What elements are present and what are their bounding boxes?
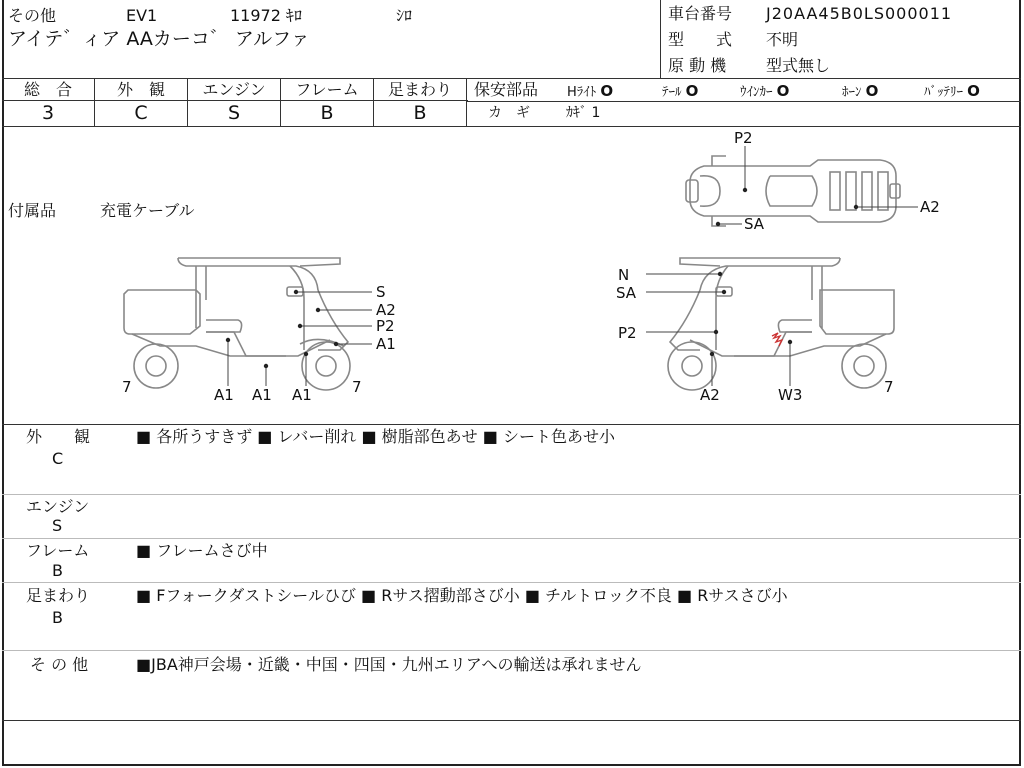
grade-divider — [466, 78, 467, 126]
notes-bottom-rule — [2, 720, 1021, 721]
key-value: ｶｷﾞ 1 — [566, 105, 601, 121]
grade-exterior-label: 外 観 — [116, 80, 165, 99]
note-other-text: ■JBA神戸会場・近畿・中国・四国・九州エリアへの輸送は承れません — [136, 655, 642, 674]
note-frame-text: ■ フレームさび中 — [136, 541, 268, 560]
grade-overall-label: 総 合 — [23, 80, 72, 99]
key-label: カ ギ — [488, 105, 530, 121]
mileage-text: 11972 ｷﾛ — [230, 6, 302, 25]
chassis-value: J20AA45B0LS000011 — [766, 4, 953, 23]
note-exterior-label: 外 観 — [26, 427, 91, 446]
grade-engine-value: S — [227, 102, 241, 124]
grade-suspension-label: 足まわり — [387, 80, 452, 99]
grade-suspension-value: B — [413, 102, 427, 124]
grade-engine-label: エンジン — [202, 80, 266, 99]
engine-value: 型式無し — [766, 56, 831, 75]
safety-label: 保安部品 — [474, 80, 539, 99]
grade-frame-value: B — [320, 102, 334, 124]
notes-rule — [2, 650, 1021, 651]
right-label-p2: P2 — [618, 324, 637, 342]
vehicle-name: アイテ゛ィア AAカーコ゛ アルファ — [8, 28, 310, 50]
grade-bottom-rule — [2, 126, 1021, 127]
note-engine-label: エンジン — [26, 497, 90, 516]
chassis-label: 車台番号 — [668, 4, 733, 23]
engine-label: 原 動 機 — [668, 56, 727, 75]
left-label-s: S — [376, 283, 386, 301]
right-label-n: N — [618, 266, 630, 284]
notes-top-rule — [2, 424, 1021, 425]
note-frame-label: フレーム — [26, 541, 90, 560]
color-text: ｼﾛ — [396, 6, 413, 25]
right-label-a2: A2 — [700, 386, 720, 404]
note-suspension-label: 足まわり — [26, 586, 91, 605]
left-label-a1: A1 — [376, 335, 396, 353]
left-label-7-left: 7 — [122, 378, 132, 396]
safety-horn: ﾎｰﾝ O — [842, 82, 879, 100]
model-code-text: EV1 — [126, 6, 158, 25]
note-engine-grade: S — [52, 516, 63, 535]
left-label-a1-bottom-2: A1 — [252, 386, 272, 404]
left-label-7-right: 7 — [352, 378, 362, 396]
note-other-label: そ の 他 — [30, 655, 89, 674]
header-divider — [660, 0, 661, 78]
note-exterior-text: ■ 各所うすきず ■ レバー削れ ■ 樹脂部色あせ ■ シート色あせ小 — [136, 427, 615, 446]
safety-headlight: Hﾗｲﾄ O — [567, 82, 614, 100]
note-exterior-grade: C — [52, 449, 64, 468]
accessories-label: 付属品 — [8, 201, 57, 220]
top-label-sa: SA — [744, 215, 765, 233]
notes-rule — [2, 582, 1021, 583]
left-label-a2: A2 — [376, 301, 396, 319]
safety-mid-rule — [466, 101, 1021, 102]
top-label-a2: A2 — [920, 198, 940, 216]
right-label-w3: W3 — [778, 386, 803, 404]
left-label-a1-bottom-3: A1 — [292, 386, 312, 404]
notes-rule — [2, 538, 1021, 539]
type-label: 型 式 — [668, 30, 733, 49]
accessories-value: 充電ケーブル — [100, 201, 195, 220]
note-suspension-text: ■ Fフォークダストシールひび ■ Rサス摺動部さび小 ■ チルトロック不良 ■ Rサスさび小 — [136, 586, 788, 605]
top-label-p2: P2 — [734, 129, 753, 147]
safety-battery: ﾊﾞｯﾃﾘｰ O — [924, 82, 980, 100]
safety-tail: ﾃｰﾙ O — [662, 82, 699, 100]
safety-winker: ｳｲﾝｶｰ O — [740, 82, 790, 100]
left-label-p2: P2 — [376, 317, 395, 335]
notes-rule — [2, 494, 1021, 495]
grade-frame-label: フレーム — [295, 80, 359, 99]
header-rule — [2, 78, 1021, 79]
note-frame-grade: B — [52, 561, 63, 580]
right-label-7: 7 — [884, 378, 894, 396]
category-text: その他 — [8, 6, 57, 25]
note-suspension-grade: B — [52, 608, 63, 627]
grade-overall-value: 3 — [41, 102, 55, 124]
grade-mid-rule — [2, 100, 468, 101]
left-label-a1-bottom-1: A1 — [214, 386, 234, 404]
grade-exterior-value: C — [134, 102, 148, 124]
type-value: 不明 — [766, 30, 799, 49]
right-label-sa: SA — [616, 284, 637, 302]
